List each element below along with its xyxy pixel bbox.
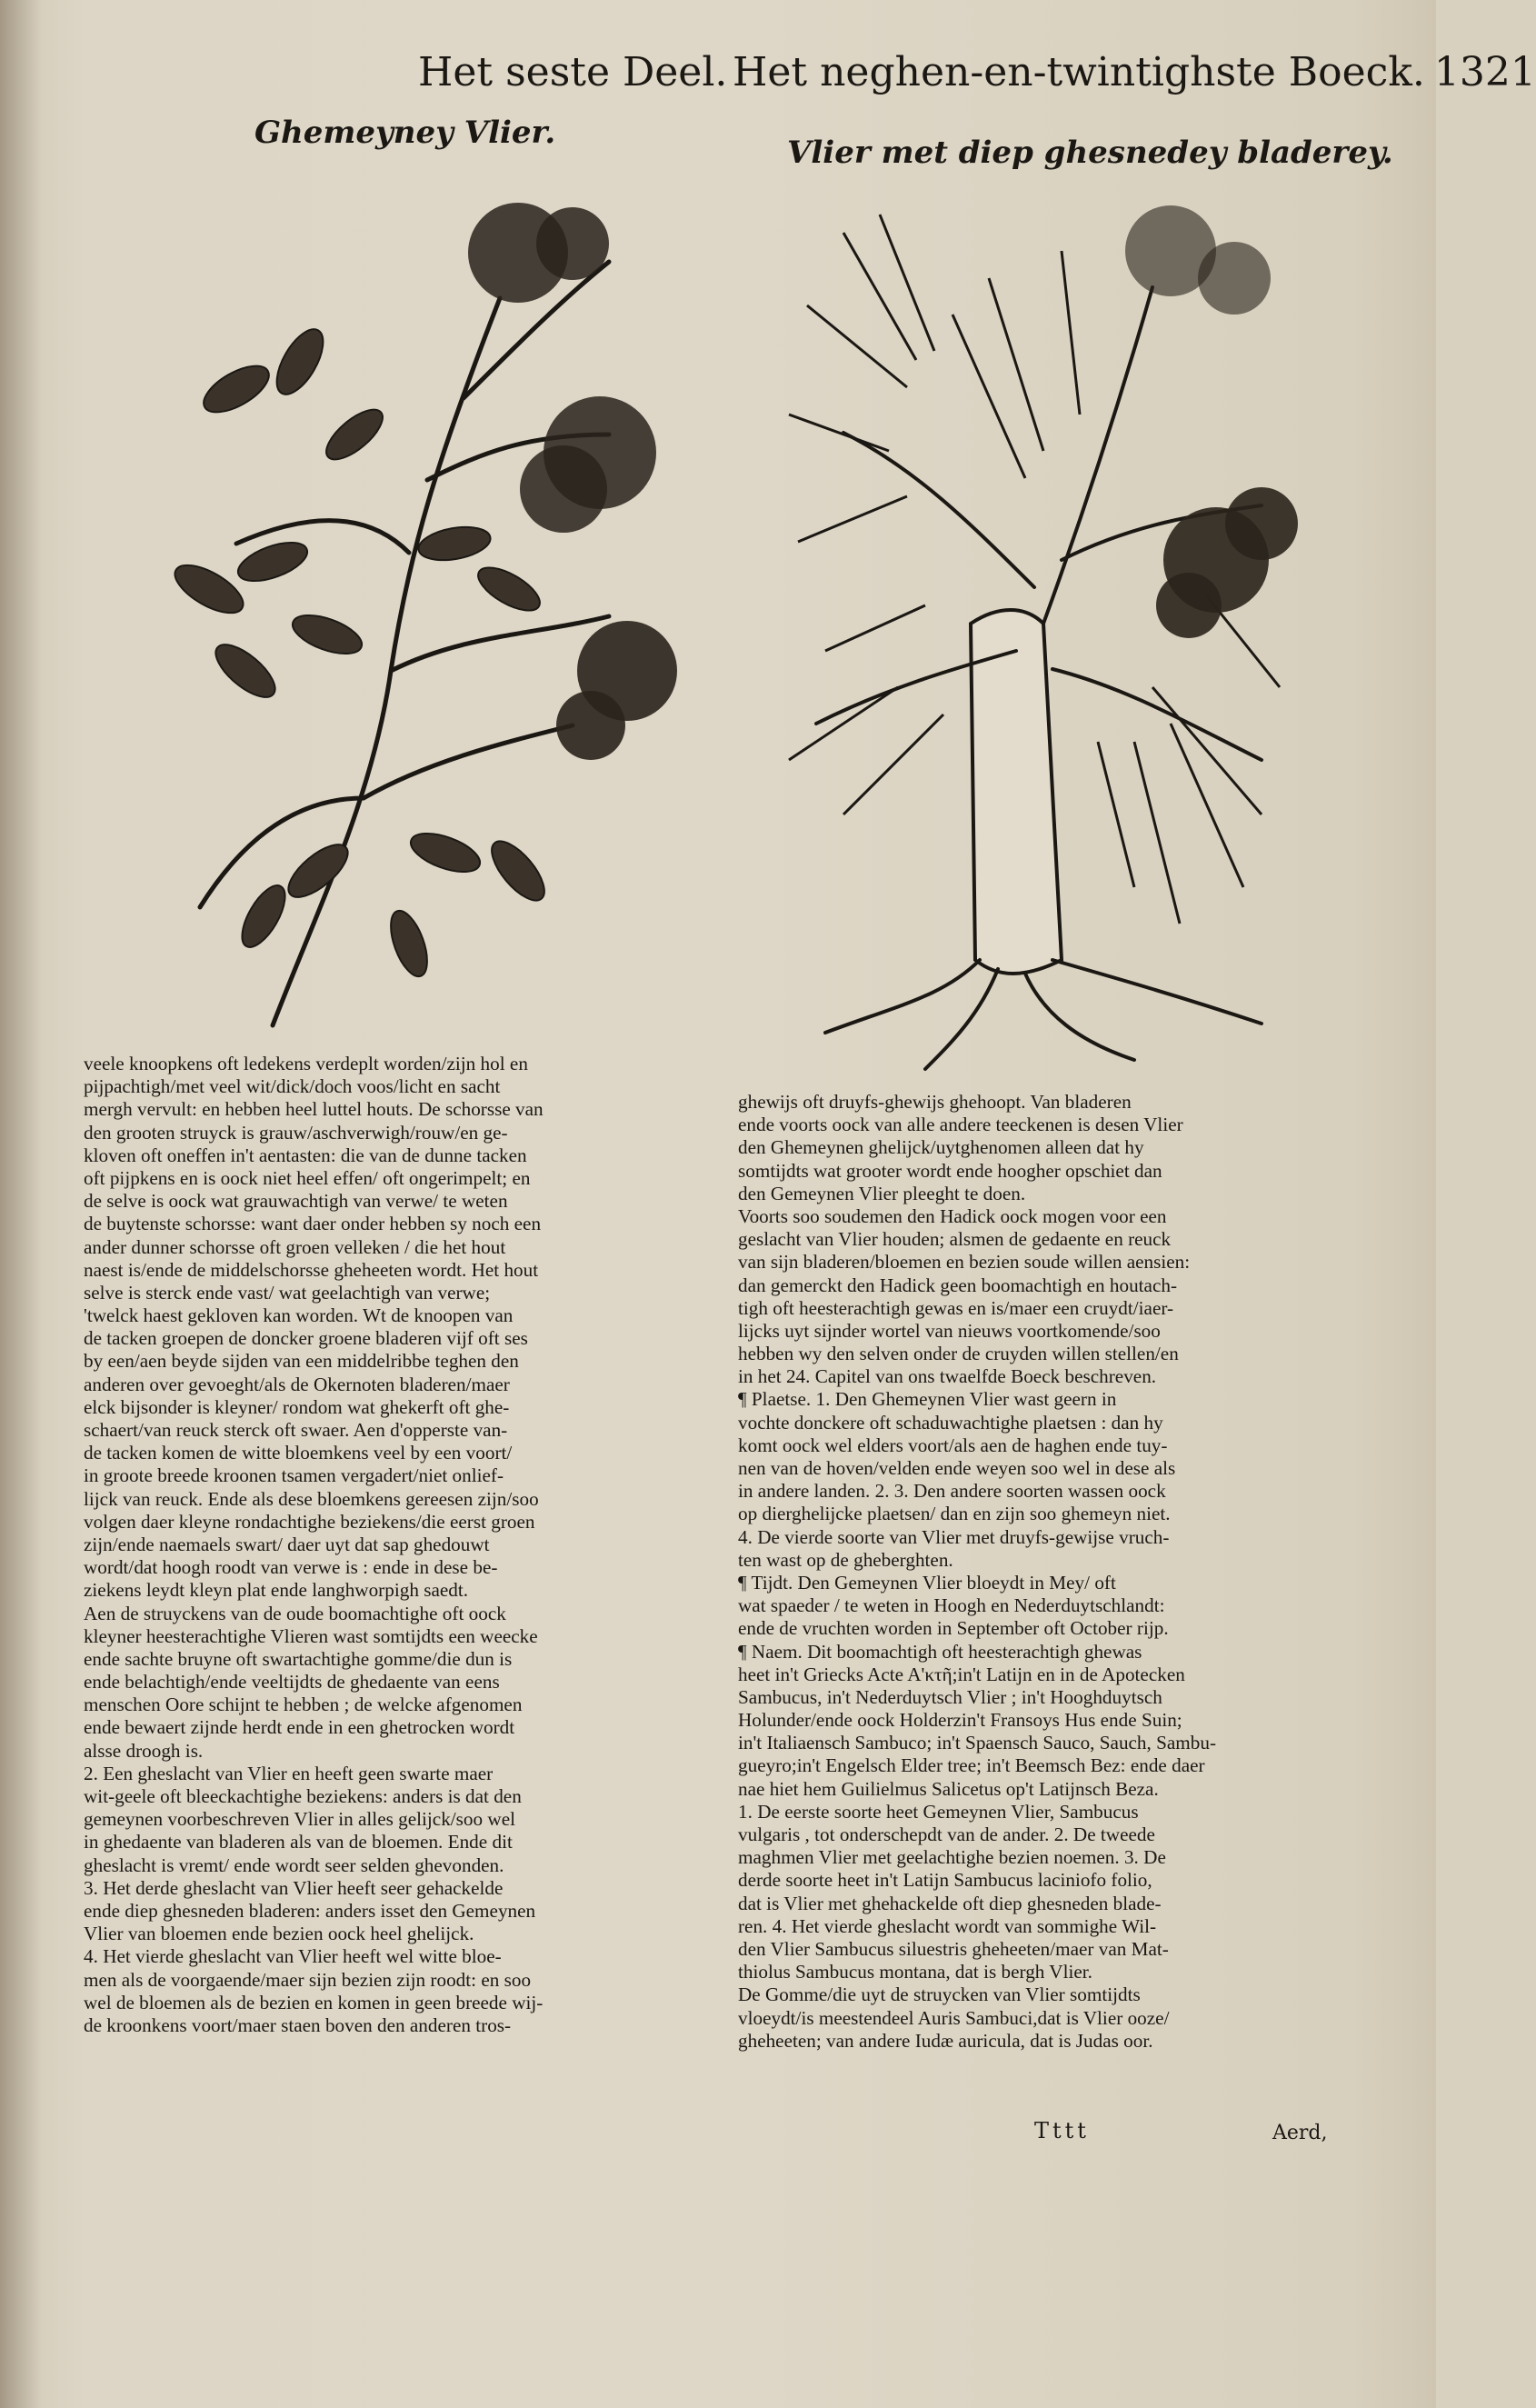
text-line: nae hiet hem Guilielmus Salicetus op't Latijnsch Beza. <box>738 1777 1159 1800</box>
text-line: volgen daer kleyne rondachtighe beziekens/die eerst groen <box>84 1510 535 1533</box>
text-line: in't Italiaensch Sambuco; in't Spaensch Sauco, Sauch, Sambu- <box>738 1732 1217 1754</box>
text-line: in ghedaente van bladeren als van de bloemen. Ende dit <box>84 1831 513 1853</box>
text-line: 4. De vierde soorte van Vlier met druyfs-gewijse vruch- <box>738 1525 1170 1548</box>
text-line: somtijdts wat grooter wordt ende hoogher opschiet dan <box>738 1159 1162 1182</box>
signature-mark: Tttt <box>1034 2118 1090 2143</box>
text-line: wel de bloemen als de bezien en komen in geen breede wij- <box>84 1991 544 2013</box>
catchword: Aerd, <box>1272 2122 1328 2144</box>
text-line: De Gomme/die uyt de struycken van Vlier somtijdts <box>738 1983 1141 2006</box>
text-line: hebben wy den selven onder de cruyden willen stellen/en <box>738 1343 1179 1365</box>
elder-branch-woodcut <box>136 162 682 1053</box>
text-line: selve is sterck ende vast/ wat geelachtigh van verwe; <box>84 1281 491 1304</box>
text-line: kleyner heesterachtighe Vlieren wast somtijdts een weecke <box>84 1624 538 1647</box>
text-line: kloven oft oneffen in't aentasten: die van de dunne tacken <box>84 1144 527 1166</box>
text-line: lijck van reuck. Ende als dese bloemkens gereesen zijn/soo <box>84 1487 539 1510</box>
text-line: oft pijpkens en is oock niet heel effen/ oft ongerimpelt; en <box>84 1166 531 1189</box>
book-title-text: Het neghen-en-twintighste Boeck. <box>733 49 1425 95</box>
text-line: in het 24. Capitel van ons twaelfde Boeck beschreven. <box>738 1365 1157 1388</box>
text-line: ende voorts oock van alle andere teeckenen is desen Vlier <box>738 1114 1183 1136</box>
text-line: alsse droogh is. <box>84 1739 204 1762</box>
text-line: derde soorte heet in't Latijn Sambucus laciniofo folio, <box>738 1869 1152 1892</box>
text-line: zijn/ende naemaels swart/ daer uyt dat sap ghedouwt <box>84 1533 490 1555</box>
text-line: vulgaris , tot onderschepdt van de ander. 2. De tweede <box>738 1823 1155 1845</box>
text-line: maghmen Vlier met geelachtighe bezien noemen. 3. De <box>738 1846 1166 1869</box>
text-line: ende belachtigh/ende veeltijdts de ghedaente van eens <box>84 1671 500 1694</box>
cut-leaf-elder-woodcut <box>789 178 1298 1078</box>
text-line: ren. 4. Het vierde gheslacht wordt van sommighe Wil- <box>738 1914 1157 1937</box>
text-line: ander dunner schorsse oft groen velleken / die het hout <box>84 1235 506 1258</box>
text-line: pijpachtigh/met veel wit/dick/doch voos/licht en sacht <box>84 1075 501 1098</box>
text-line: dan gemerckt den Hadick geen boomachtigh en houtach- <box>738 1274 1178 1296</box>
text-line: den Vlier Sambucus siluestris gheheeten/maer van Mat- <box>738 1937 1169 1960</box>
text-line: 'twelck haest gekloven kan worden. Wt de knoopen van <box>84 1304 514 1327</box>
text-line: komt oock wel elders voort/als aen de haghen ende tuy- <box>738 1434 1168 1456</box>
text-line: Holunder/ende oock Holderzin't Fransoys Hus ende Suin; <box>738 1709 1182 1732</box>
text-line: ende de vruchten worden in September oft October rijp. <box>738 1617 1169 1640</box>
text-line: 1. De eerste soorte heet Gemeynen Vlier, Sambucus <box>738 1800 1139 1823</box>
text-line: ziekens leydt kleyn plat ende langhworpigh saedt. <box>84 1579 469 1602</box>
text-line: Voorts soo soudemen den Hadick oock mogen voor een <box>738 1204 1167 1227</box>
left-figure-title: Ghemeyney Vlier. <box>254 115 556 151</box>
text-line: wordt/dat hoogh roodt van verwe is : ende in dese be- <box>84 1556 498 1579</box>
text-line: gueyro;in't Engelsch Elder tree; in't Beemsch Bez: ende daer <box>738 1754 1205 1777</box>
text-line: gemeynen voorbeschreven Vlier in alles gelijck/soo wel <box>84 1808 516 1831</box>
text-line: van sijn bladeren/bloemen en bezien soude willen aensien: <box>738 1251 1191 1274</box>
text-line: menschen Oore schijnt te hebben ; de welcke afgenomen <box>84 1694 523 1716</box>
header-book-title <box>733 49 1536 95</box>
text-line: men als de voorgaende/maer sijn bezien zijn roodt: en soo <box>84 1968 532 1991</box>
text-line: dat is Vlier met ghehackelde oft diep ghesneden blade- <box>738 1892 1162 1914</box>
text-line: de tacken groepen de doncker groene bladeren vijf oft ses <box>84 1327 528 1350</box>
text-line: nen van de hoven/velden ende weyen soo wel in dese als <box>738 1457 1176 1479</box>
text-line: veele knoopkens oft ledekens verdeplt worden/zijn hol en <box>84 1053 528 1074</box>
text-line: den grooten struyck is grauw/aschverwigh/rouw/en ge- <box>84 1121 508 1144</box>
text-line: ende diep ghesneden bladeren: anders isset den Gemeynen <box>84 1899 536 1922</box>
header-part-title: Het seste Deel. <box>418 49 728 95</box>
text-line: lijcks uyt sijnder wortel van nieuws voortkomende/soo <box>738 1319 1161 1342</box>
text-line: op dierghelijcke plaetsen/ dan en zijn soo ghemeyn niet. <box>738 1503 1171 1525</box>
text-line: elck bijsonder is kleyner/ rondom wat ghekerft oft ghe- <box>84 1395 510 1418</box>
text-line: schaert/van reuck sterck oft swaer. Aen d'opperste van- <box>84 1419 508 1441</box>
text-line: vloeydt/is meestendeel Auris Sambuci,dat is Vlier ooze/ <box>738 2006 1170 2029</box>
text-line: wit-geele oft bleeckachtighe beziekens: anders is dat den <box>84 1785 522 1807</box>
text-line: in andere landen. 2. 3. Den andere soorten wassen oock <box>738 1480 1166 1503</box>
text-line: de kroonkens voort/maer staen boven den anderen tros- <box>84 2013 512 2036</box>
text-line: ¶ Tijdt. Den Gemeynen Vlier bloeydt in Mey/ oft <box>738 1571 1116 1594</box>
text-line: gheslacht is vremt/ ende wordt seer selden ghevonden. <box>84 1853 504 1876</box>
text-line: 3. Het derde gheslacht van Vlier heeft seer gehackelde <box>84 1876 504 1899</box>
text-line: tigh oft heesterachtigh gewas en is/maer een cruydt/iaer- <box>738 1296 1174 1319</box>
text-line: wat spaeder / te weten in Hoogh en Nederduytschlandt: <box>738 1594 1165 1617</box>
text-line: ghewijs oft druyfs-ghewijs ghehoopt. Van bladeren <box>738 1091 1132 1113</box>
text-line: mergh vervult: en hebben heel luttel houts. De schorsse van <box>84 1098 544 1121</box>
text-line: Vlier van bloemen ende bezien oock heel ghelijck. <box>84 1923 474 1945</box>
text-line: thiolus Sambucus montana, dat is bergh Vlier. <box>738 1961 1092 1983</box>
text-line: de selve is oock wat grauwachtigh van verwe/ te weten <box>84 1190 508 1213</box>
text-line: geslacht van Vlier houden; alsmen de gedaente en reuck <box>738 1228 1172 1251</box>
text-line: by een/aen beyde sijden van een middelribbe teghen den <box>84 1350 519 1373</box>
text-line: vochte donckere oft schaduwachtighe plaetsen : dan hy <box>738 1411 1163 1434</box>
text-line: naest is/ende de middelschorsse gheheeten wordt. Het hout <box>84 1258 539 1281</box>
text-line: ¶ Naem. Dit boomachtigh oft heesterachtigh ghewas <box>738 1640 1142 1663</box>
text-line: ende bewaert zijnde herdt ende in een ghetrocken wordt <box>84 1716 515 1739</box>
text-line: den Gemeynen Vlier pleeght te doen. <box>738 1182 1026 1204</box>
text-line: in groote breede kroonen tsamen vergadert/niet onlief- <box>84 1464 504 1487</box>
page-edge-shadow <box>0 0 42 2408</box>
text-line: 4. Het vierde gheslacht van Vlier heeft wel witte bloe- <box>84 1945 502 1968</box>
text-line: ten wast op de gheberghten. <box>738 1548 953 1571</box>
page-number: 1321 <box>1433 49 1536 95</box>
text-line: ende sachte bruyne oft swartachtighe gomme/die dun is <box>84 1647 513 1670</box>
left-text-column <box>84 1053 709 2037</box>
text-line: ¶ Plaetse. 1. Den Ghemeynen Vlier wast geern in <box>738 1388 1117 1411</box>
text-line: heet in't Griecks Acte A'κτῆ;in't Latijn en in de Apotecken <box>738 1663 1185 1685</box>
right-figure-title: Vlier met diep ghesnedey bladerey. <box>787 135 1393 171</box>
right-text-column <box>738 1091 1356 2053</box>
text-line: gheheeten; van andere Iudæ auricula, dat is Judas oor. <box>738 2029 1153 2052</box>
text-line: de buytenste schorsse: want daer onder hebben sy noch een <box>84 1213 542 1235</box>
text-line: Aen de struyckens van de oude boomachtighe oft oock <box>84 1602 506 1624</box>
text-line: de tacken komen de witte bloemkens veel by een voort/ <box>84 1442 513 1464</box>
text-line: 2. Een gheslacht van Vlier en heeft geen swarte maer <box>84 1762 494 1784</box>
text-line: den Ghemeynen ghelijck/uytghenomen alleen dat hy <box>738 1136 1144 1159</box>
text-line: anderen over gevoeght/als de Okernoten bladeren/maer <box>84 1373 510 1395</box>
text-line: Sambucus, in't Nederduytsch Vlier ; in't Hooghduytsch <box>738 1685 1162 1708</box>
